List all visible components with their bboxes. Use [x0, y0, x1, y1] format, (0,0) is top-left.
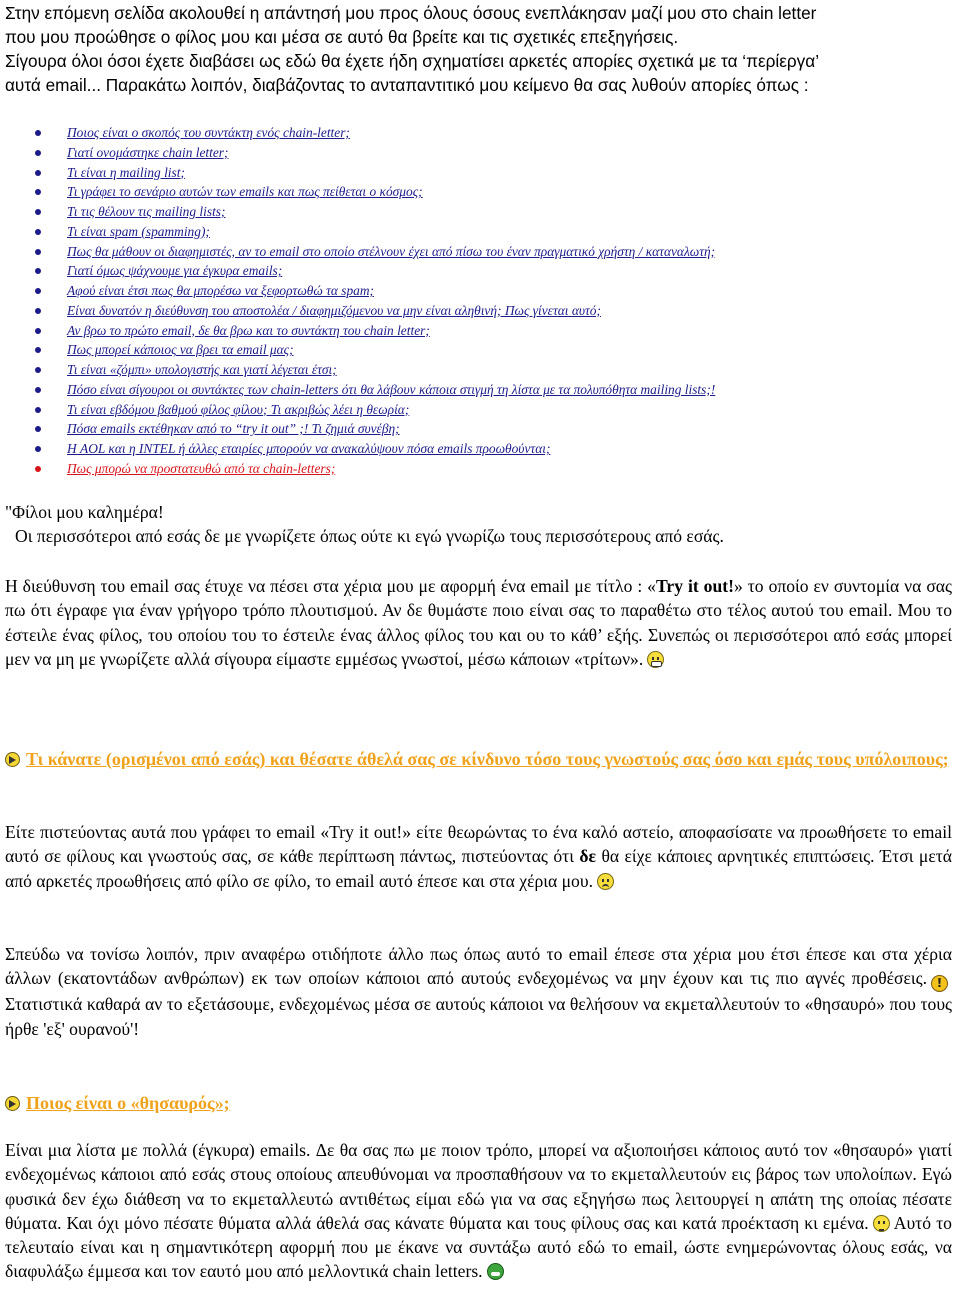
toc-item	[0, 301, 715, 321]
toc-item	[0, 380, 715, 400]
worried-smiley-icon	[597, 873, 614, 890]
text-span: Σπεύδω να τονίσω λοιπόν, πριν αναφέρω οτιδήποτε άλλο πως όπως αυτό το email έπεσε στα χέρια μου έτσι έπεσε και στα χέρια άλλων (εκατοντάδων ανθρώπων) εκ των οποίων κάποιοι από αυτούς ενδεχομένως να μην έχουν και τις πιο αγνές προθέσεις.	[5, 944, 952, 989]
toc-item	[0, 222, 715, 242]
toc-link[interactable]: Πως μπορεί κάποιος να βρει τα email μας;	[67, 342, 294, 358]
bullet-icon	[35, 150, 41, 156]
text-span: θα είχε κάποιες αρνητικές επιπτώσεις. Έτσι μετά από αρκετές προωθήσεις από φίλο σε φίλο, το email αυτό έπεσε και στα χέρια μου.	[5, 846, 952, 891]
toc-item	[0, 143, 715, 163]
toc-item	[0, 459, 715, 479]
bullet-icon	[35, 466, 41, 472]
toc-link[interactable]: Τι είναι εβδόμου βαθμού φίλος φίλου; Τι ακριβώς λέει η θεωρία;	[67, 401, 410, 417]
bold-text: Try it out!	[655, 576, 734, 596]
toc-item	[0, 360, 715, 380]
text-span: Είτε πιστεύοντας αυτά που γράφει το email «Try it out!» είτε θεωρώντας το ένα καλό αστείο, αποφασίσατε να προωθήσετε το email αυτό σε φίλους και γνωστούς σας, σε κάθε περίπτωση πάντως, πιστεύοντας ότι	[5, 822, 952, 867]
toc-link[interactable]: Τι είναι «ζόμπι» υπολογιστής και γιατί λέγεται έτσι;	[67, 362, 337, 377]
toc-link[interactable]: Πως θα μάθουν οι διαφημιστές, αν το email στο οποίο στέλνουν έχει από πίσω του έναν πραγματικό χρήστη / καταναλωτή;	[67, 243, 716, 259]
bullet-icon	[35, 288, 41, 294]
toc-item	[0, 321, 715, 341]
intro-line: αυτά email... Παρακάτω λοιπόν, διαβάζοντας το ανταπαντιτικό μου κείμενο θα σας λυθούν απορίες όπως :	[5, 75, 809, 95]
greeting-block	[5, 500, 952, 549]
bullet-icon	[35, 407, 41, 413]
bullet-icon	[35, 189, 41, 195]
heading-text: Ποιος είναι ο «θησαυρός»;	[26, 1093, 230, 1113]
paragraph-2	[5, 820, 952, 893]
text-span: » το οποίο εν συντομία να σας πω ότι έγραφε για έναν γρήγορο τρόπο πλουτισμού. Αν δε θυμάστε ποιο είναι σας το παραθέτω στο τέλος αυτού του email. Μου το έστειλε ένας φίλος, του οποίου του το έστειλε ένας άλλος φίλος του και ου το κάθ’ εξής. Συνεπώς οι περισσότεροι από εσάς μπορεί μεν να μη με γνωρίζετε αλλά σίγουρα είμαστε εμμέσως γνωστοί, μέσω κάποιων «τρίτων».	[5, 576, 952, 669]
toc-link[interactable]: Πόσα emails εκτέθηκαν από το “try it out” ;! Τι ζημιά συνέβη;	[67, 421, 400, 437]
bullet-icon	[35, 308, 41, 314]
bullet-icon	[35, 426, 41, 432]
intro-line: Σίγουρα όλοι όσοι έχετε διαβάσει ως εδώ θα έχετε ήδη σχηματίσει αρκετές απορίες σχετικά με τα ‘περίεργα’	[5, 51, 820, 71]
greeting-line: Οι περισσότεροι από εσάς δε με γνωρίζετε όπως ούτε κι εγώ γνωρίζω τους περισσότερους από εσάς.	[15, 526, 724, 547]
toc-item	[0, 202, 715, 222]
sad-smiley-icon	[873, 1215, 890, 1232]
paragraph-4	[5, 1138, 952, 1284]
toc-item	[0, 439, 715, 459]
heading-text: Τι κάνατε (ορισμένοι από εσάς) και θέσατε άθελά σας σε κίνδυνο τόσο τους γνωστούς σας όσο και εμάς τους υπόλοιπους;	[26, 749, 949, 769]
intro-text	[5, 0, 953, 97]
greeting: "Φίλοι μου καλημέρα!	[5, 502, 164, 522]
text-span: Η διεύθυνση του email σας έτυχε να πέσει στα χέρια μου με αφορμή ένα email με τίτλο : «	[5, 576, 656, 596]
toc-item	[0, 281, 715, 301]
toc-item	[0, 419, 715, 439]
intro-line: που μου προώθησε ο φίλος μου και μέσα σε αυτό θα βρείτε και τις σχετικές επεξηγήσεις.	[5, 27, 679, 47]
toc-link[interactable]: Αφού είναι έτσι πως θα μπορέσω να ξεφορτωθώ τα spam;	[67, 283, 374, 298]
toc-link[interactable]: Είναι δυνατόν η διεύθυνση του αποστολέα / διαφημιζόμενου να μην είναι αληθινή; Πως γίνεται αυτό;	[67, 302, 601, 318]
text-span: Αυτό το τελευταίο είναι και η σημαντικότερη αφορμή που με έκανε να συντάξω αυτό εδώ το email, ώστε ενημερώνοντας όλους εσάς, να διαφυλάξω έμμεσα και τον εαυτό μου από μελλοντικά chain letters.	[5, 1212, 952, 1282]
toc-link[interactable]: Πως μπορώ να προστατευθώ από τα chain-letters;	[67, 460, 336, 476]
toc-link[interactable]: Τι τις θέλουν τις mailing lists;	[67, 204, 226, 219]
intro-line: Στην επόμενη σελίδα ακολουθεί η απάντησή μου προς όλους όσους ενεπλάκησαν μαζί μου στο chain letter	[5, 3, 817, 23]
toc-item	[0, 340, 715, 360]
bullet-icon	[35, 229, 41, 235]
section-heading-1	[5, 746, 952, 772]
toc-link[interactable]: Γιατί ονομάστηκε chain letter;	[67, 144, 229, 160]
green-smiley-icon	[487, 1263, 504, 1280]
toc-link[interactable]: Τι είναι η mailing list;	[67, 164, 185, 180]
paragraph-intro	[5, 574, 952, 671]
bold-text: δε	[579, 846, 597, 867]
toc-item	[0, 261, 715, 281]
exclamation-icon: !	[931, 975, 948, 992]
bullet-icon	[35, 328, 41, 334]
bullet-icon	[35, 446, 41, 452]
bullet-icon	[35, 347, 41, 353]
toc-item	[0, 242, 715, 262]
bullet-icon	[35, 249, 41, 255]
bullet-icon	[35, 387, 41, 393]
table-of-contents	[0, 123, 715, 479]
bullet-icon	[35, 268, 41, 274]
toc-item	[0, 163, 715, 183]
arrow-bullet-icon	[5, 752, 20, 767]
section-heading-2	[5, 1090, 952, 1116]
toc-link[interactable]: Τι είναι spam (spamming);	[67, 223, 210, 239]
toc-link[interactable]: Η AOL και η INTEL ή άλλες εταιρίες μπορούν να ανακαλύψουν πόσα emails προωθούνται;	[67, 441, 551, 456]
toc-link[interactable]: Αν βρω το πρώτο email, δε θα βρω και το συντάκτη του chain letter;	[67, 322, 430, 338]
arrow-bullet-icon	[5, 1096, 20, 1111]
toc-link[interactable]: Ποιος είναι ο σκοπός του συντάκτη ενός chain-letter;	[67, 125, 350, 140]
text-span: Είναι μια λίστα με πολλά (έγκυρα) emails. Δε θα σας πω με ποιον τρόπο, μπορεί να αξιοποιήσει κάποιος αυτό τον «θησαυρό» γιατί ενδεχομένως κάποιοι από εσάς στους οποίους απευθύνομαι να προσπαθήσουν να το εκμεταλλευτούν εις βάρος των υπολοίπων. Εγώ φυσικά δεν έχω διάθεση να το εκμεταλλευτώ αντιθέτως είμαι εδώ για να σας εξηγήσω πως λειτουργεί η απάτη της οποίας πέσατε θύματα. Και όχι μόνο πέσατε θύματα αλλά άθελά σας κάνατε θύματα και τους φίλους σας και κατά προέκταση κι εμένα.	[5, 1140, 952, 1233]
bullet-icon	[35, 367, 41, 373]
grin-smiley-icon	[647, 651, 664, 668]
bullet-icon	[35, 209, 41, 215]
toc-item	[0, 123, 715, 143]
text-span: Στατιστικά καθαρά αν το εξετάσουμε, ενδεχομένως μέσα σε αυτούς κάποιοι να θελήσουν να εκμεταλλευτούν το «θησαυρό» που τους ήρθε 'εξ' ουρανού'!	[5, 994, 952, 1039]
paragraph-3	[5, 942, 952, 1041]
toc-link[interactable]: Πόσο είναι σίγουροι οι συντάκτες των chain-letters ότι θα λάβουν κάποια στιγμή τη λίστα με τα πολυπόθητα mailing lists;!	[67, 381, 716, 397]
toc-item	[0, 400, 715, 420]
toc-link[interactable]: Γιατί όμως ψάχνουμε για έγκυρα emails;	[67, 263, 283, 279]
toc-item	[0, 182, 715, 202]
toc-link[interactable]: Τι γράφει το σενάριο αυτών των emails και πως πείθεται ο κόσμος;	[67, 184, 423, 200]
bullet-icon	[35, 130, 41, 136]
bullet-icon	[35, 170, 41, 176]
